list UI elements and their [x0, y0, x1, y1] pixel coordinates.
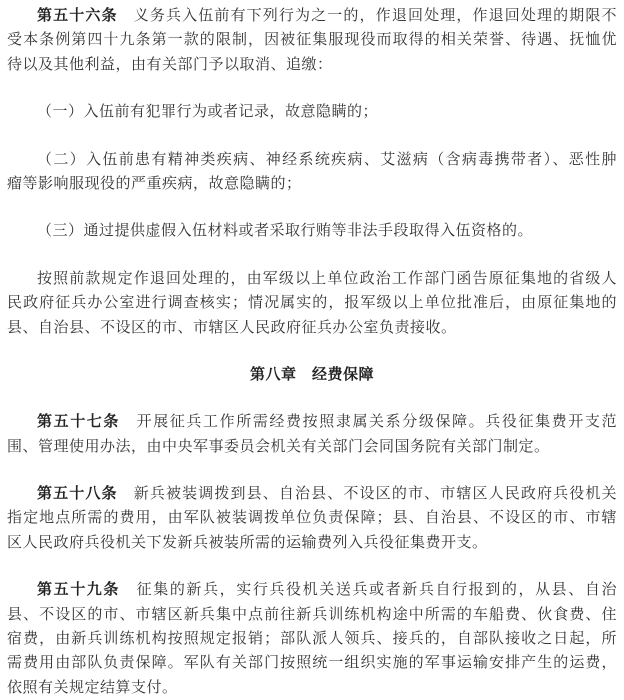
text-line: 需费用由部队负责保障。军队有关部门按照统一组织实施的军事运输安排产生的运费， [7, 653, 617, 672]
list-item [7, 147, 617, 196]
article-text: 新兵被装调拨到县、自治县、不设区的市、市辖区人民政府兵役机关 [117, 484, 617, 503]
article-text: 义务兵入伍前有下列行为之一的，作退回处理，作退回处理的期限不 [117, 6, 617, 24]
text-line: 围、管理使用办法，由中央军事委员会机关有关部门会同国务院有关部门制定。 [7, 436, 550, 455]
article-text: 开展征兵工作所需经费按照隶属关系分级保障。兵役征集费开支范 [120, 412, 617, 431]
text-line: （二）入伍前患有精神类疾病、神经系统疾病、艾滋病（含病毒携带者）、恶性肿 [37, 149, 617, 168]
article-56-paragraph [7, 3, 617, 76]
article-number: 第五十六条 [37, 6, 118, 24]
text-line: 县、不设区的市、市辖区新兵集中点前往新兵训练机构途中所需的车船费、伙食费、住 [7, 604, 617, 623]
text-line: 受本条例第四十九条第一款的限制，因被征集服现役而取得的相关荣誉、待遇、抚恤优 [7, 30, 617, 49]
article-57-paragraph [7, 409, 617, 458]
article-59-paragraph [7, 577, 617, 699]
text-line: 宿费，由新兵训练机构按照规定报销；部队派人领兵、接兵的，自部队接收之日起，所 [7, 629, 617, 648]
list-item [7, 99, 617, 123]
text-line: （三）通过提供虚假入伍材料或者采取行贿等非法手段取得入伍资格的。 [37, 221, 534, 240]
chapter-heading-text: 第八章 经费保障 [249, 364, 374, 383]
text-line [7, 3, 617, 27]
text-line: 民政府征兵办公室进行调查核实；情况属实的，报军级以上单位批准后，由原征集地的 [7, 293, 617, 312]
text-line: 按照前款规定作退回处理的，由军级以上单位政治工作部门函告原征集地的省级人 [37, 268, 617, 287]
article-number: 第五十七条 [37, 412, 121, 431]
article-number: 第五十九条 [37, 580, 121, 599]
text-line: 瘤等影响服现役的严重疾病，故意隐瞒的； [7, 173, 302, 192]
text-line: 指定地点所需的费用，由军队被装调拨单位负责保障；县、自治县、不设区的市、市辖 [7, 508, 617, 527]
article-number: 第五十八条 [37, 484, 118, 503]
text-line: （一）入伍前有犯罪行为或者记录，故意隐瞒的； [37, 102, 379, 121]
article-56-paragraph-2 [7, 266, 617, 339]
text-line: 待以及其他利益，由有关部门予以取消、追缴： [7, 54, 333, 73]
text-line: 区人民政府兵役机关下发新兵被装所需的运输费列入兵役征集费开支。 [7, 532, 488, 551]
text-line [7, 577, 617, 601]
article-text: 征集的新兵，实行兵役机关送兵或者新兵自行报到的，从县、自治 [120, 580, 617, 599]
text-line [7, 481, 617, 505]
text-line [7, 409, 617, 433]
document-body [7, 3, 617, 699]
text-line: 县、自治县、不设区的市、市辖区人民政府征兵办公室负责接收。 [7, 317, 457, 336]
text-line: 依照有关规定结算支付。 [7, 677, 178, 696]
chapter-heading [7, 362, 617, 386]
article-58-paragraph [7, 481, 617, 554]
list-item [7, 218, 617, 242]
